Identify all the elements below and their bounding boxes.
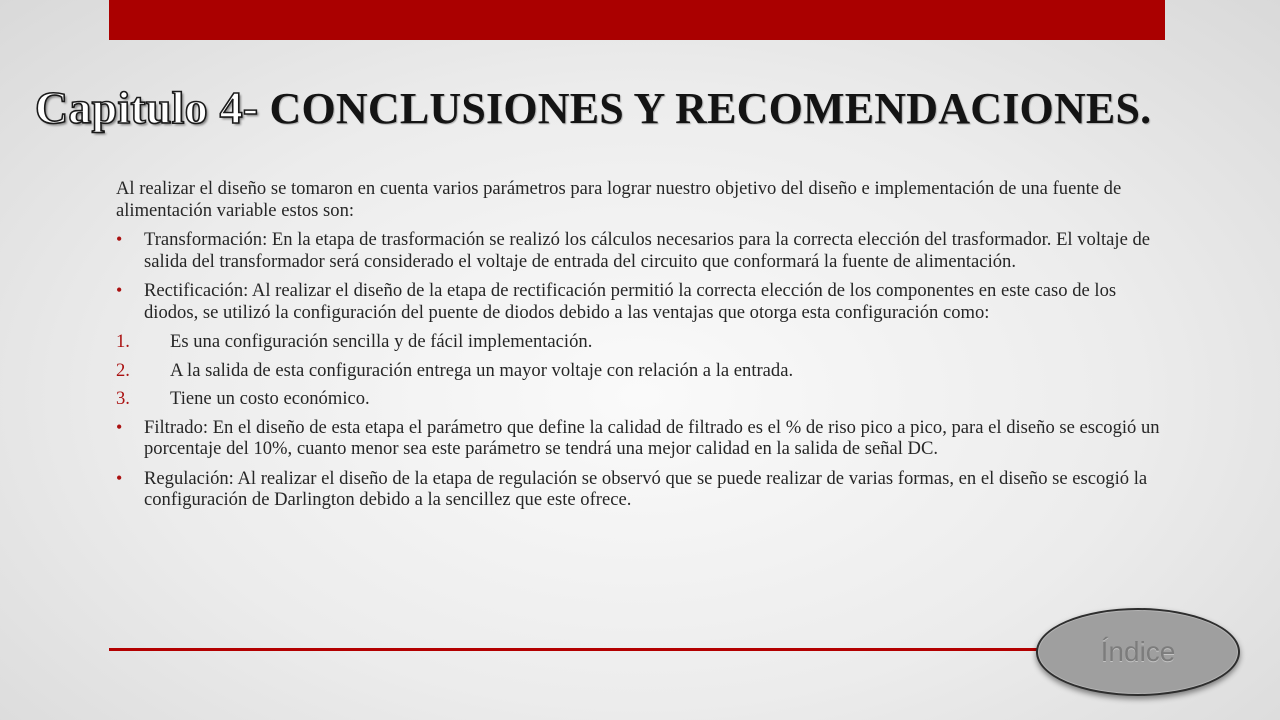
numbered-item-text: Tiene un costo económico. <box>170 388 370 409</box>
bullet-transformacion: • Transformación: En la etapa de trasformación se realizó los cálculos necesarios para la correcta elección del trasformador. El voltaje de salida del transformador será considerado el voltaje de entrada del circuito que conformará la fuente de alimentación. <box>116 229 1166 272</box>
numbered-item-text: Es una configuración sencilla y de fácil implementación. <box>170 331 593 352</box>
bullet-rectificacion: • Rectificación: Al realizar el diseño de la etapa de rectificación permitió la correcta elección de los componentes en este caso de los diodos, se utilizó la configuración del puente de diodos debido a las ventajas que otorga esta configuración como: <box>116 280 1166 323</box>
bullet-regulacion: • Regulación: Al realizar el diseño de la etapa de regulación se observó que se puede realizar de varias formas, en el diseño se escogió la configuración de Darlington debido a la sencillez que este ofrece. <box>116 468 1166 511</box>
top-accent-bar <box>109 0 1165 40</box>
bottom-divider <box>109 648 1099 651</box>
bullet-filtrado: • Filtrado: En el diseño de esta etapa el parámetro que define la calidad de filtrado es el % de riso pico a pico, para el diseño se escogió un porcentaje del 10%, cuanto menor sea este parámetro se tendrá una mejor calidad en la salida de señal DC. <box>116 417 1166 460</box>
numbered-item-1 <box>116 331 1166 353</box>
numbered-item-3 <box>116 388 1166 410</box>
chapter-label: Capitulo 4- <box>35 82 259 133</box>
numbered-item-text: A la salida de esta configuración entrega un mayor voltaje con relación a la entrada. <box>170 359 794 381</box>
numbered-item-2 <box>116 360 1166 382</box>
conclusions-list <box>116 229 1166 511</box>
intro-paragraph: Al realizar el diseño se tomaron en cuenta varios parámetros para lograr nuestro objetivo del diseño e implementación de una fuente de alimentación variable estos son: <box>116 178 1122 221</box>
chapter-subtitle: CONCLUSIONES Y RECOMENDACIONES. <box>258 84 1152 133</box>
slide-body <box>116 178 1166 519</box>
index-button[interactable]: Índice <box>1036 608 1240 696</box>
number-label: 1. <box>116 331 130 352</box>
number-label: 2. <box>116 359 130 381</box>
slide-title <box>35 82 1275 135</box>
number-label: 3. <box>116 388 130 409</box>
